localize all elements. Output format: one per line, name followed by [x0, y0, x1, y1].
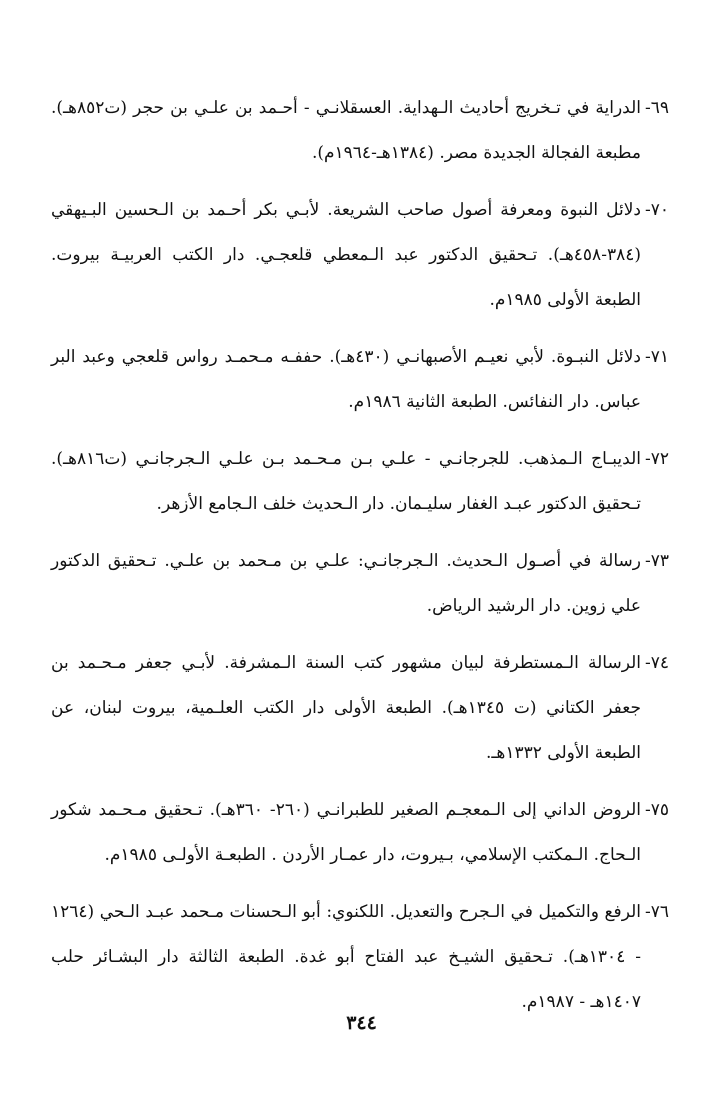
- bibliography-entry-70: [51, 188, 669, 323]
- entry-number: ٧٤-: [644, 653, 669, 673]
- page-number: ٣٤٤: [346, 1012, 377, 1034]
- entry-number: ٧٦-: [644, 902, 669, 922]
- bibliography-list: [51, 86, 669, 1037]
- bibliography-entry-72: [51, 437, 669, 527]
- entry-number: ٧٠-: [644, 200, 669, 220]
- entry-text: الرسالة الـمستطرفة لبيان مشهور كتب السنة الـمشرفة. لأبـي جعفر مـحـمد بن جعفر الكتاني (ت ١٣٤٥هـ). الطبعة الأولى دار الكتب العلـمية، بيروت لبنان، عن الطبعة الأولى ١٣٣٢هـ.: [51, 653, 641, 763]
- bibliography-entry-76: [51, 890, 669, 1025]
- entry-text: الدراية في تـخريج أحاديث الـهداية. العسقلانـي - أحـمد بن علـي بن حجر (ت٨٥٢هـ). مطبعة الفجالة الجديدة مصر. (١٣٨٤هـ-١٩٦٤م).: [51, 98, 641, 163]
- entry-number: ٧٢-: [644, 449, 669, 469]
- entry-number: ٦٩-: [644, 98, 669, 118]
- entry-text: الديبـاج الـمذهب. للجرجانـي - علـي بـن مـحـمد بـن علـي الـجرجانـي (ت٨١٦هـ). تـحقيق الدكتور عبـد الغفار سليـمان. دار الـحديث خلف الـجامع الأزهر.: [51, 449, 641, 514]
- entry-text: رسالة في أصـول الـحديث. الـجرجانـي: علـي بن مـحمد بن علـي. تـحقيق الدكتور علي زوين. دار الرشيد الرياض.: [51, 551, 641, 616]
- bibliography-entry-75: [51, 788, 669, 878]
- bibliography-entry-73: [51, 539, 669, 629]
- bibliography-entry-71: [51, 335, 669, 425]
- entry-text: الرفع والتكميل في الـجرح والتعديل. اللكنوي: أبو الـحسنات مـحمد عبـد الـحي (١٢٦٤ - ١٣٠٤هـ). تـحقيق الشيـخ عبد الفتاح أبو غدة. الطبعة الثالثة دار البشـائر حلب ١٤٠٧هـ - ١٩٨٧م.: [51, 902, 641, 1012]
- bibliography-entry-74: [51, 641, 669, 776]
- entry-text: دلائل النبـوة. لأبي نعيـم الأصبهانـي (٤٣٠هـ). حففـه مـحمـد رواس قلعجي وعبد البر عباس. دار النفائس. الطبعة الثانية ١٩٨٦م.: [51, 347, 641, 412]
- entry-number: ٧٥-: [644, 800, 669, 820]
- entry-text: دلائل النبوة ومعرفة أصول صاحب الشريعة. لأبـي بكر أحـمد بن الـحسين البـيهقي (٣٨٤-٤٥٨هـ). تـحقيق الدكتور عبد الـمعطي قلعجـي. دار الكتب العربيـة بيروت. الطبعة الأولى ١٩٨٥م.: [51, 200, 641, 310]
- entry-number: ٧٣-: [644, 551, 669, 571]
- entry-number: ٧١-: [644, 347, 669, 367]
- bibliography-entry-69: [51, 86, 669, 176]
- entry-text: الروض الداني إلى الـمعجـم الصغير للطبرانـي (٢٦٠- ٣٦٠هـ). تـحقيق مـحـمد شكور الـحاج. الـمكتب الإسلامي، بـيروت، دار عمـار الأردن . الطبعـة الأولـى ١٩٨٥م.: [51, 800, 641, 865]
